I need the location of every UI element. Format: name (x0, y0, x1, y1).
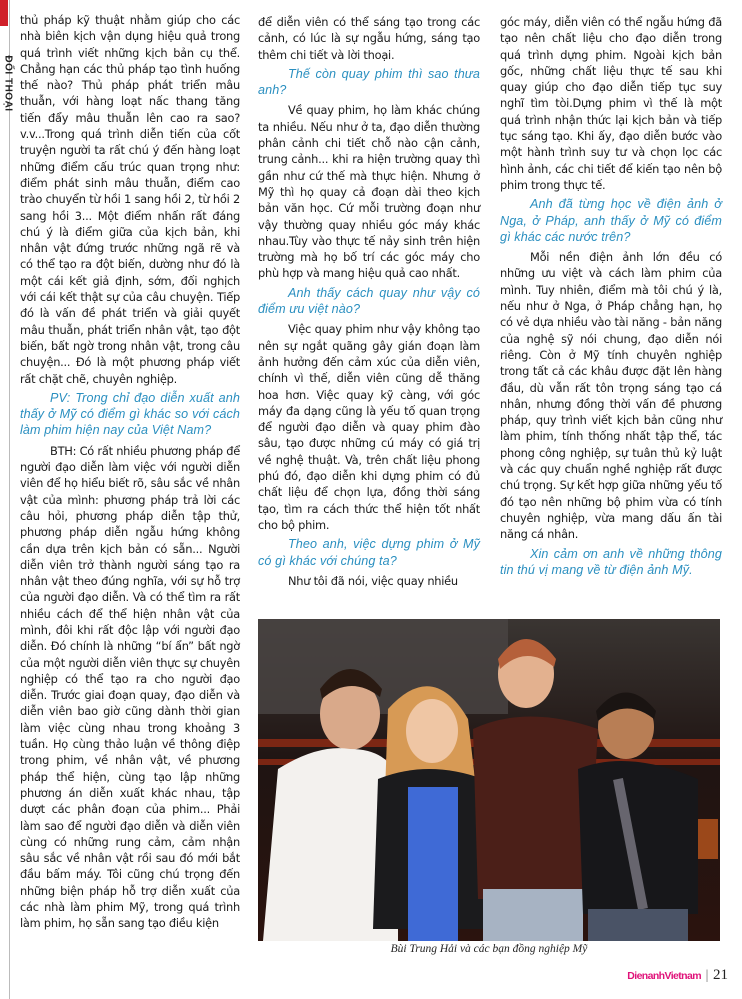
interview-question: Thế còn quay phim thì sao thưa anh? (258, 66, 480, 98)
article-paragraph: Mỗi nền điện ảnh lớn đều có những ưu việt và cách làm phim của mình. Tuy nhiên, điểm mà tôi chú ý là, nếu như ở Nga, ở Pháp chẳng hạn, họ có vẻ dựa nhiều vào tài năng - bản năng của nghệ sỹ nói chung, đạo diễn nói riêng. Còn ở Mỹ tính chuyên nghiệp trong tất cả các khâu được đặt lên hàng đầu, dù vẫn rất tôn trọng sáng tạo cá nhân, nhưng đồng thời vấn đề phương pháp, quy trình viết kịch bản cũng như làm phim, tính thống nhất tập thể, tác phong công nghiệp, sự tuân thủ kỷ luật và các quy chuẩn nghề nghiệp rất được chú trọng. Sự kết hợp giữa những yếu tố đó tạo nên những bộ phim vừa có tính chuyên nghiệp, vừa mang dấu ấn tài năng cá nhân. (500, 250, 722, 542)
interview-question: Theo anh, việc dựng phim ở Mỹ có gì khác với chúng ta? (258, 537, 480, 568)
magazine-brand: DienanhVietnam (627, 970, 701, 982)
interview-question: Xin cảm ơn anh về những thông tin thú vị mang về từ điện ảnh Mỹ. (500, 546, 722, 577)
footer-separator: | (704, 968, 709, 982)
page-footer (627, 967, 728, 984)
group-photo-illustration (258, 619, 720, 941)
article-paragraph: Về quay phim, họ làm khác chúng ta nhiều. Nếu như ở ta, đạo diễn thường phân cảnh chi tiết chỗ nào cận cảnh, trung cảnh... khi ra hiện trường quay thì gần như cứ thế mà thực hiện. Nhưng ở Mỹ thì họ quay cả đoạn dài theo kịch bản văn học. Cứ mỗi trường đoạn như vậy thường quay nhiều góc máy khác nhau.Tùy vào thực tế nảy sinh trên hiện trường mà họ bố trí các góc máy cho phù hợp và mang hiệu quả cao nhất. (258, 103, 480, 281)
section-tab (0, 0, 8, 26)
article-paragraph: góc máy, diễn viên có thể ngẫu hứng đã tạo nên chất liệu cho đạo diễn trong quá trình dựng phim. Ngoài kịch bản gốc, những chất liệu thực tế sau khi quay giúp cho đạo diễn tiếp tục suy nghĩ tìm tòi.Dựng phim vì thế là một quá trình nhận thức lại kịch bản và tiếp tục sáng tạo. Khi ấy, đạo diễn bước vào một hành trình suy tư và chọn lọc các hình ảnh, các chi tiết để kiến tạo nên bộ phim trong thực tế. (500, 15, 722, 192)
interview-question: Anh đã từng học về điện ảnh ở Nga, ở Pháp, anh thấy ở Mỹ có điểm gì khác các nước trên? (500, 197, 722, 244)
photo-caption: Bùi Trung Hải và các bạn đồng nghiệp Mỹ (390, 943, 588, 955)
article-paragraph: BTH: Có rất nhiều phương pháp để người đạo diễn làm việc với người diễn viên để họ hiểu biết rõ, sâu sắc về nhân vật của mình: phương pháp trả lời các câu hỏi, phương pháp diễn tập thử, phương pháp diễn ngẫu hứng không cần dựa trên kịch bản có sẵn... Người diễn viên trở thành người sáng tạo ra nhân vật theo đúng nghĩa, với sự hỗ trợ của người đạo diễn. Và có thể tìm ra rất nhiều cách để thể hiện nhân vật của mình, đôi khi rất độc lập với người đạo diễn. Đó chính là những “bí ẩn” bất ngờ của một người diễn viên thực sự chuyên nghiệp có thể tạo ra cho người đạo diễn. Trước giai đoạn quay, đạo diễn và diễn viên bao giờ cũng dành thời gian làm việc cùng nhau trong khoảng 3 tuần. Họ cùng thảo luận về thông điệp trong phim, về nhân vật, về phương pháp thể hiện, cùng tạo lập những phương án diễn xuất khác nhau, tập dượt các phân đoạn của phim... Phải làm sao để người đạo diễn và diễn viên cùng có những rung cảm, cảm nhận sâu sắc về nhân vật rồi sau đó mới bắt đầu bấm máy. Tôi cũng chú trọng đến những biện pháp hỗ trợ diễn xuất của các nhà làm phim Mỹ, trong quá trình làm phim, họ sẵn sang tạo điều kiện (20, 443, 240, 931)
column-1 (20, 12, 240, 932)
column-3 (500, 14, 722, 582)
article-paragraph: thủ pháp kỹ thuật nhằm giúp cho các nhà biên kịch vận dụng hiệu quả trong quá trình viết những kịch bản cụ thể. Chẳng hạn các thủ pháp tạo tình huống thế nào? Thủ pháp phát triển mâu thuẫn, với hàng loạt nấc thang tăng tiến đẩy mâu thuẫn lên cao ra sao? v.v...Trong quá trình diễn tiến của cốt truyện người ta rất chú ý đến hàng loạt những điểm cấu trúc quan trọng như: điểm phát sinh mâu thuẫn, điểm cao trào chuyển từ hồi 1 sang hồi 2, từ hồi 2 sang hồi 3... Một điểm nhấn rất đáng chú ý là điểm giữa của kịch bản, khi nhân vật đứng trước những ngã rẽ và có thể tạo ra đột biến, dường như đó là một cái kết giả định, sớm, đối nghịch với cái kết thật sự của câu chuyện. Tiếp đó là vấn đề phát triển và giải quyết mâu thuẫn, phát triển nhân vật, tạo đột biến, bất ngờ trong nhân vật, trong câu chuyện... Đó là một phương pháp viết rất chặt chẽ, chuyên nghiệp. (20, 13, 240, 386)
interview-question: Anh thấy cách quay như vậy có điểm ưu việt nào? (258, 285, 480, 317)
margin-rule (9, 0, 10, 999)
article-paragraph: Như tôi đã nói, việc quay nhiều (288, 573, 458, 588)
article-paragraph: để diễn viên có thể sáng tạo trong các cảnh, có lúc là sự ngẫu hứng, sáng tạo thêm chi tiết và lời thoại. (258, 15, 480, 62)
article-photo (258, 619, 720, 941)
article-paragraph: Việc quay phim như vậy không tạo nên sự ngắt quãng gây gián đoạn làm ảnh hưởng đến cảm xúc của diễn viên, chính vì thế, diễn viên cũng dễ thăng hoa hơn. Việc quay kỹ càng, với góc máy đa dạng cũng là yếu tố quan trọng để người đạo diễn và quay phim đào sâu, tạo được những cú máy có giá trị về nghệ thuật. Và, trên chất liệu phong phú đó, đạo diễn khi dựng phim có đủ chất liệu để chọn lựa, đồng thời sáng tạo, tìm ra cách thức thể hiện tốt nhất cho bộ phim. (258, 322, 480, 532)
interview-question: PV: Trong chỉ đạo diễn xuất anh thấy ở Mỹ có điểm gì khác so với cách làm phim hiện nay của Việt Nam? (20, 390, 240, 438)
page-number: 21 (713, 967, 728, 983)
column-2 (258, 14, 480, 589)
section-label: ĐỐI THOẠI (2, 55, 14, 112)
